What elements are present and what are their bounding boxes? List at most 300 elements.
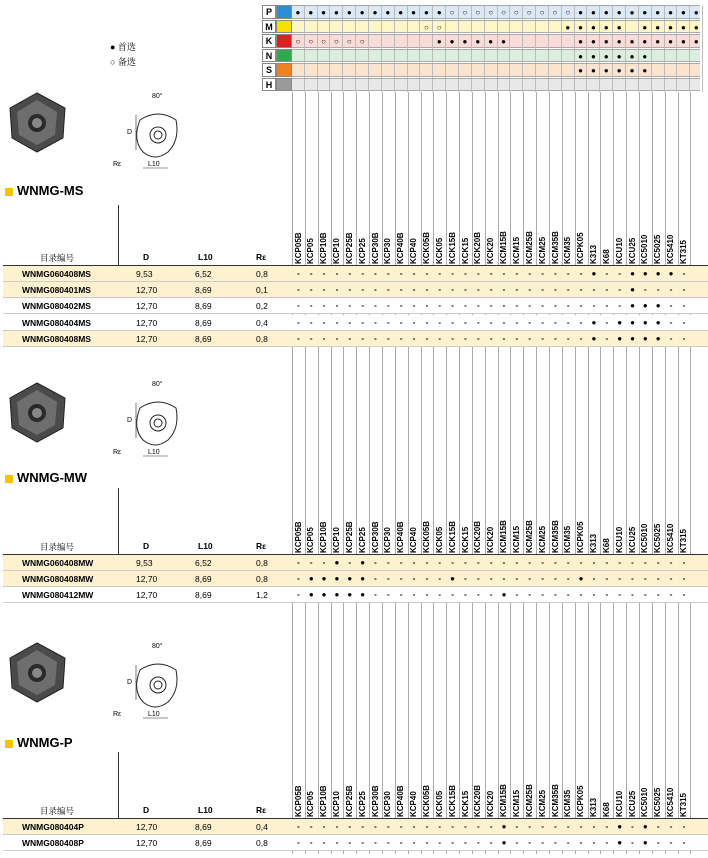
grade-column-line	[626, 92, 627, 854]
material-color-swatch	[276, 34, 292, 48]
grade-mark: -	[644, 590, 647, 600]
material-mark	[421, 50, 434, 64]
grade-mark: ●	[617, 838, 623, 848]
grade-mark: -	[515, 285, 519, 295]
material-mark	[369, 50, 382, 64]
grade-mark: -	[425, 301, 429, 311]
grade-mark: -	[476, 558, 480, 567]
grade-mark: -	[489, 590, 493, 600]
grade-header: KCP05	[306, 527, 316, 553]
grade-header: KCP40B	[396, 521, 406, 553]
grade-mark: -	[669, 285, 673, 295]
material-mark	[382, 79, 395, 93]
material-mark: ●	[498, 35, 511, 49]
grade-mark: ●	[347, 574, 353, 584]
grade-mark: -	[644, 574, 647, 584]
grade-mark: -	[541, 333, 544, 343]
grade-column-line	[472, 92, 473, 854]
grade-mark: -	[579, 317, 583, 327]
grade-mark: -	[309, 285, 313, 295]
grade-mark: -	[515, 558, 519, 567]
section-title	[5, 735, 73, 750]
grade-mark: -	[335, 822, 339, 831]
grade-mark: -	[322, 269, 326, 278]
material-mark	[331, 64, 344, 78]
material-mark: ●	[613, 21, 626, 35]
grade-header: KCP05	[306, 238, 316, 264]
grade-mark: -	[297, 285, 300, 295]
grade-mark: -	[335, 333, 339, 343]
grade-mark: -	[515, 838, 519, 848]
grade-header: KCP30	[383, 791, 393, 817]
grade-mark: -	[374, 269, 377, 278]
grade-column-line	[305, 92, 306, 854]
grade-mark: -	[579, 269, 583, 278]
grade-mark: -	[361, 269, 364, 278]
material-mark	[626, 21, 639, 35]
grade-mark: -	[335, 301, 339, 311]
material-color-swatch	[276, 63, 292, 77]
column-header-l10: L10	[198, 252, 213, 262]
grade-mark: -	[489, 285, 493, 295]
grade-mark: -	[464, 822, 467, 831]
row-re: 0,8	[256, 269, 268, 279]
material-mark	[446, 64, 459, 78]
grade-mark: -	[387, 285, 390, 295]
grade-mark: -	[322, 822, 326, 831]
grade-mark: -	[387, 838, 390, 848]
material-mark	[562, 35, 575, 49]
material-mark: ●	[408, 6, 421, 20]
material-mark: ●	[588, 64, 601, 78]
grade-mark: ●	[334, 558, 340, 567]
grade-mark: -	[682, 333, 686, 343]
material-mark	[446, 21, 459, 35]
grade-mark: -	[489, 558, 493, 567]
grade-mark: -	[322, 285, 326, 295]
material-mark: ●	[575, 21, 588, 35]
grade-mark: -	[297, 333, 300, 343]
grade-mark: ●	[655, 301, 661, 311]
grade-mark: ●	[630, 317, 635, 327]
grade-mark: -	[464, 269, 467, 278]
insert-drawing	[110, 640, 200, 725]
svg-text:Rε: Rε	[113, 161, 122, 168]
grade-mark: -	[348, 558, 352, 567]
grade-header: KCU25	[627, 237, 637, 264]
column-header-l10: L10	[198, 805, 213, 815]
grade-header: KCP25	[357, 791, 367, 817]
material-mark	[433, 50, 446, 64]
grade-mark: -	[656, 590, 660, 600]
material-mark	[382, 35, 395, 49]
grade-mark: -	[309, 822, 313, 831]
material-mark	[536, 21, 549, 35]
material-mark: ●	[421, 6, 434, 20]
grade-mark: -	[425, 590, 429, 600]
grade-mark: -	[528, 285, 532, 295]
svg-text:L10: L10	[148, 711, 160, 718]
grade-mark: -	[476, 574, 480, 584]
row-l10: 8,69	[195, 590, 212, 601]
row-re: 0,4	[256, 317, 268, 328]
material-grid	[292, 5, 700, 19]
grade-mark: -	[618, 574, 621, 584]
material-color-swatch	[276, 5, 292, 19]
insert-photo	[5, 380, 70, 445]
material-mark	[472, 21, 485, 35]
material-letter: K	[262, 34, 276, 48]
grade-header: KCM15	[511, 789, 521, 817]
material-mark	[485, 64, 498, 78]
grade-column-line	[562, 92, 563, 854]
material-mark: ●	[588, 35, 601, 49]
material-mark: ●	[433, 6, 446, 20]
material-letter: S	[262, 63, 276, 77]
material-mark: ○	[472, 6, 485, 20]
svg-text:L10: L10	[148, 449, 160, 456]
material-mark: ●	[639, 6, 652, 20]
grade-column-line	[382, 92, 383, 854]
row-code: WNMG080412MW	[22, 590, 94, 601]
grade-mark: -	[412, 301, 416, 311]
grade-mark: -	[297, 558, 300, 567]
grade-mark: -	[554, 558, 557, 567]
grade-mark: -	[335, 269, 339, 278]
grade-header: KCM35B	[550, 784, 560, 817]
header-divider	[118, 488, 119, 555]
grade-mark: -	[348, 822, 352, 831]
grade-mark: ●	[630, 333, 635, 343]
grade-mark: ●	[501, 822, 507, 831]
row-l10: 8,69	[195, 574, 212, 585]
material-mark	[382, 50, 395, 64]
material-mark	[459, 21, 472, 35]
material-mark	[652, 64, 665, 78]
row-l10: 8,69	[195, 822, 212, 832]
material-mark	[408, 79, 421, 93]
grade-mark: -	[348, 301, 352, 311]
material-mark: ●	[665, 35, 678, 49]
row-d: 12,70	[136, 301, 158, 312]
grade-mark: -	[592, 822, 596, 831]
row-re: 0,2	[256, 301, 268, 312]
grade-header: KCU25	[627, 526, 637, 553]
row-l10: 8,69	[195, 333, 212, 344]
grade-mark: -	[592, 838, 596, 848]
grade-header: K313	[589, 797, 599, 817]
grade-header: KCU10	[614, 237, 624, 264]
material-row-m	[262, 20, 708, 34]
material-mark: ●	[588, 21, 601, 35]
grade-header: KCM15	[511, 236, 521, 264]
grade-mark: ●	[617, 333, 623, 343]
grade-mark: -	[425, 333, 429, 343]
material-mark	[408, 64, 421, 78]
grade-mark: -	[438, 822, 442, 831]
row-d: 9,53	[136, 558, 153, 568]
material-mark	[395, 21, 408, 35]
material-mark: ●	[652, 6, 665, 20]
grade-mark: -	[554, 285, 557, 295]
grade-mark: -	[541, 285, 544, 295]
material-mark	[305, 79, 318, 93]
grade-mark: -	[438, 558, 442, 567]
grade-mark: -	[528, 838, 532, 848]
material-mark	[421, 79, 434, 93]
grade-mark: -	[451, 558, 454, 567]
material-mark: ○	[510, 6, 523, 20]
grade-header: KCP25B	[344, 785, 354, 817]
grade-column-line	[395, 92, 396, 854]
grade-mark: -	[425, 317, 429, 327]
grade-mark: -	[541, 301, 544, 311]
material-mark	[665, 50, 678, 64]
grade-mark: -	[502, 301, 506, 311]
row-code: WNMG060408MW	[22, 558, 94, 568]
material-mark: ●	[639, 64, 652, 78]
grade-mark: -	[515, 301, 519, 311]
grade-mark: -	[682, 269, 686, 278]
material-mark	[562, 64, 575, 78]
grade-mark: -	[412, 558, 416, 567]
column-header-l10: L10	[198, 541, 213, 551]
material-mark	[318, 50, 331, 64]
grade-header: KCK20	[486, 790, 496, 817]
material-mark	[665, 64, 678, 78]
material-mark	[510, 35, 523, 49]
grade-mark: -	[451, 838, 454, 848]
legend-preferred: ● 首选	[110, 42, 136, 52]
row-l10: 8,69	[195, 301, 212, 312]
grade-mark: ●	[321, 574, 327, 584]
column-header-code: 目录编号	[40, 806, 75, 816]
material-grid	[292, 34, 700, 48]
grade-mark: -	[579, 822, 583, 831]
row-re: 0,1	[256, 285, 268, 296]
material-mark: ○	[446, 6, 459, 20]
material-mark: ●	[575, 64, 588, 78]
material-mark	[549, 35, 562, 49]
grade-mark: -	[387, 333, 390, 343]
material-mark	[498, 79, 511, 93]
material-mark: ●	[613, 64, 626, 78]
material-mark: ●	[678, 35, 691, 49]
grade-mark: -	[361, 333, 364, 343]
grade-header: K68	[601, 249, 611, 264]
grade-column-line	[356, 92, 357, 854]
grade-header: KCP05B	[293, 232, 303, 264]
material-mark	[472, 64, 485, 78]
grade-mark: -	[309, 301, 313, 311]
grade-mark: -	[489, 301, 493, 311]
material-mark: ○	[549, 6, 562, 20]
grade-mark: -	[309, 333, 313, 343]
grade-header: K313	[589, 533, 599, 553]
grade-mark: -	[605, 558, 609, 567]
grade-header: KCK15	[460, 526, 470, 553]
grade-mark: -	[464, 838, 467, 848]
grade-mark: -	[476, 822, 480, 831]
grade-mark: -	[515, 574, 519, 584]
grade-mark: -	[476, 269, 480, 278]
grade-mark: -	[297, 317, 300, 327]
grade-mark: -	[374, 558, 377, 567]
svg-text:80°: 80°	[152, 381, 163, 388]
grade-mark: -	[297, 574, 300, 584]
material-mark	[523, 21, 536, 35]
grade-header: KCK05B	[422, 231, 431, 264]
material-mark	[382, 21, 395, 35]
grade-header: KCP10	[332, 527, 342, 553]
material-mark	[395, 50, 408, 64]
grade-mark: -	[399, 574, 403, 584]
grade-mark: -	[425, 285, 429, 295]
insert-photo	[5, 640, 70, 705]
grade-column-line	[639, 92, 640, 854]
grade-mark: -	[554, 574, 557, 584]
grade-header: KCK20B	[473, 231, 483, 264]
grade-header: KCP05	[306, 791, 316, 817]
grade-header: KCP05B	[293, 785, 303, 817]
material-mark	[369, 35, 382, 49]
grade-mark: -	[438, 590, 442, 600]
material-row-n	[262, 49, 708, 63]
grade-mark: -	[412, 317, 416, 327]
grade-header: KT315	[679, 239, 688, 264]
row-l10: 8,69	[195, 838, 212, 849]
grade-mark: -	[297, 301, 300, 311]
material-mark	[652, 50, 665, 64]
material-mark: ○	[331, 35, 344, 49]
material-mark	[549, 79, 562, 93]
material-mark	[472, 50, 485, 64]
row-d: 12,70	[136, 590, 158, 601]
grade-mark: ●	[668, 269, 674, 278]
grade-mark: -	[361, 285, 364, 295]
material-mark	[369, 79, 382, 93]
grade-header: KCK05B	[422, 520, 431, 553]
material-mark	[318, 64, 331, 78]
grade-mark: -	[579, 838, 583, 848]
grade-header: KCP30B	[370, 232, 380, 264]
grade-mark: -	[489, 838, 493, 848]
grade-column-line	[690, 92, 691, 854]
material-mark: ●	[665, 6, 678, 20]
grade-mark: -	[605, 301, 609, 311]
material-mark	[665, 79, 678, 93]
material-mark	[485, 50, 498, 64]
grade-mark: ●	[642, 269, 648, 278]
material-mark: ●	[600, 35, 613, 49]
grade-mark: ●	[334, 590, 340, 600]
material-mark	[690, 64, 703, 78]
grade-column-line	[575, 92, 576, 854]
grade-mark: -	[656, 822, 660, 831]
grade-header: KCP40	[409, 527, 419, 553]
material-mark	[343, 64, 356, 78]
grade-header: KCP25B	[344, 232, 354, 264]
material-mark: ●	[690, 35, 703, 49]
grade-column-line	[600, 92, 601, 854]
grade-mark: -	[618, 285, 621, 295]
material-mark	[549, 21, 562, 35]
grade-mark: -	[566, 590, 570, 600]
svg-text:D: D	[127, 129, 133, 136]
grade-mark: -	[554, 590, 557, 600]
material-mark	[510, 21, 523, 35]
material-mark	[305, 21, 318, 35]
grade-mark: -	[335, 285, 339, 295]
grade-mark: -	[618, 301, 621, 311]
material-mark	[536, 64, 549, 78]
grade-header: KCM25B	[524, 784, 534, 817]
grade-mark: -	[656, 574, 660, 584]
material-mark	[395, 35, 408, 49]
material-mark: ●	[305, 6, 318, 20]
row-d: 12,70	[136, 285, 158, 296]
material-grid	[292, 63, 700, 77]
grade-header: KCK20B	[473, 520, 483, 553]
grade-mark: -	[438, 301, 442, 311]
grade-header: KCP10B	[319, 785, 329, 817]
grade-mark: -	[412, 822, 416, 831]
grade-mark: -	[579, 301, 583, 311]
material-mark	[485, 21, 498, 35]
material-row-s	[262, 63, 708, 77]
grade-header: KCM35B	[550, 520, 560, 553]
grade-header: KCK20B	[473, 784, 483, 817]
grade-mark: -	[592, 285, 596, 295]
grade-mark: -	[309, 558, 313, 567]
grade-mark: -	[438, 333, 442, 343]
material-mark: ●	[318, 6, 331, 20]
grade-mark: ●	[501, 838, 507, 848]
grade-mark: ●	[617, 822, 623, 831]
grade-mark: -	[425, 558, 429, 567]
grade-mark: -	[528, 333, 532, 343]
grade-column-line	[549, 92, 550, 854]
material-letter: P	[262, 5, 276, 19]
grade-mark: -	[489, 574, 493, 584]
row-code: WNMG080402MS	[22, 301, 91, 312]
grade-mark: -	[387, 574, 390, 584]
material-mark	[690, 50, 703, 64]
header-divider	[118, 205, 119, 266]
material-mark: ●	[588, 6, 601, 20]
material-mark: ●	[626, 50, 639, 64]
grade-mark: -	[669, 301, 673, 311]
grade-mark: -	[335, 838, 339, 848]
section-title	[5, 470, 87, 485]
grade-mark: -	[682, 558, 686, 567]
grade-mark: -	[387, 590, 390, 600]
grade-mark: ●	[655, 317, 661, 327]
material-mark	[446, 50, 459, 64]
material-row-h	[262, 78, 708, 92]
grade-column-line	[588, 92, 589, 854]
grade-mark: -	[605, 574, 609, 584]
material-mark	[562, 50, 575, 64]
material-mark: ●	[690, 21, 703, 35]
grade-mark: -	[387, 317, 390, 327]
grade-column-line	[613, 92, 614, 854]
column-header-re: Rε	[256, 805, 267, 815]
material-mark: ○	[356, 35, 369, 49]
grade-mark: -	[322, 317, 326, 327]
grade-mark: -	[515, 822, 519, 831]
material-grid	[292, 49, 700, 63]
